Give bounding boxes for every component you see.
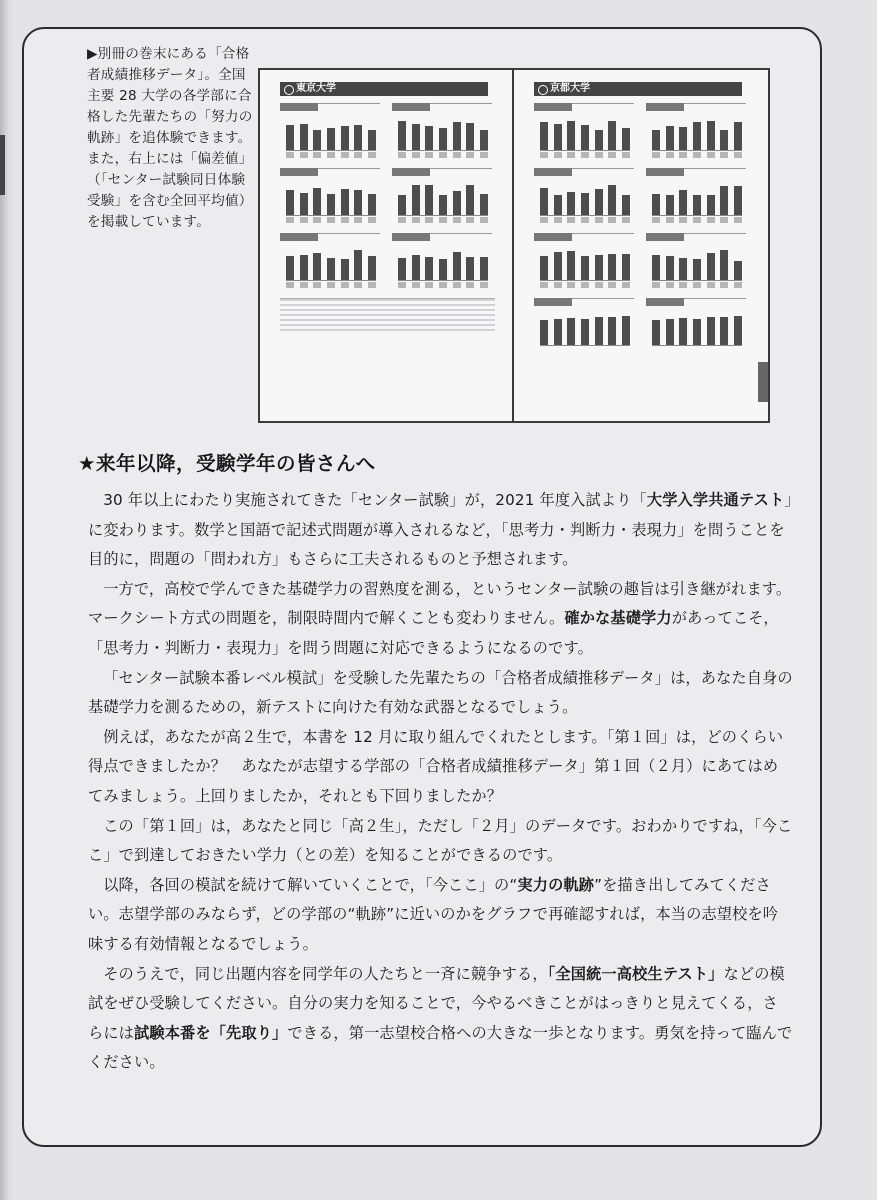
chart-tick	[693, 282, 701, 288]
chart-bar	[652, 320, 660, 345]
chart-tick	[466, 152, 474, 158]
text-run: などの模試をぜひ受験してください。自分の実力を知ることで，今やるべきことがはっきりと見えてくる，さらには	[88, 964, 785, 1042]
chart-tick	[286, 152, 294, 158]
chart-tick	[480, 282, 488, 288]
chart-bar	[425, 126, 433, 150]
chart-bar	[720, 186, 728, 215]
chart-bar	[652, 255, 660, 280]
chart-tick	[368, 152, 376, 158]
chart-bar	[425, 257, 433, 280]
chart-bar	[595, 130, 603, 150]
chart-bar	[652, 130, 660, 150]
chart-tick	[412, 152, 420, 158]
text-run: この「第１回」は，あなたと同じ「高２生」，ただし「２月」のデータです。おわかりですね，「今ここ」で到達しておきたい学力（との差）を知ることができるのです。	[88, 816, 793, 865]
chart-bar	[734, 261, 742, 280]
data-spread-image	[258, 68, 770, 423]
chart-tick	[608, 282, 616, 288]
chart-bars	[540, 183, 630, 216]
chart-tick	[354, 152, 362, 158]
chart-bar	[327, 128, 335, 150]
chart-tick	[466, 282, 474, 288]
chart-tick	[286, 282, 294, 288]
figure-caption: ▶別冊の巻末にある「合格者成績推移データ」。全国主要 28 大学の各学部に合格した先輩たちの「努力の軌跡」を追体験できます。また，右上には「偏差値」（「センター試験同日体験受験」を含む全回平均値）を掲載しています。	[87, 46, 253, 230]
chart-tab	[392, 233, 430, 241]
section-heading: ★来年以降，受験学年の皆さんへ	[78, 452, 376, 475]
chart-tick	[652, 152, 660, 158]
chart-tick	[666, 152, 674, 158]
chart-tick	[398, 152, 406, 158]
university-header-left: 東京大学	[280, 82, 488, 96]
chart-bar	[453, 252, 461, 280]
chart-bar	[622, 254, 630, 280]
chart-tick	[567, 282, 575, 288]
chart-tick	[425, 152, 433, 158]
chart-tick	[581, 282, 589, 288]
chart-tick	[540, 217, 548, 223]
chart-tab	[646, 103, 684, 111]
chart-tick	[453, 217, 461, 223]
chart-bar	[581, 319, 589, 345]
chart-bar	[734, 122, 742, 150]
chart-axis	[540, 152, 630, 160]
text-run: 以降，各回の模試を続けて解いていくことで，「今ここ」の“	[103, 875, 518, 894]
chart-bar	[693, 319, 701, 345]
chart-tick	[679, 217, 687, 223]
chart-tick	[720, 282, 728, 288]
chart-tab	[646, 233, 684, 241]
chart-bar	[581, 193, 589, 215]
chart-tick	[439, 152, 447, 158]
mini-bar-chart	[392, 103, 492, 161]
paragraph	[88, 871, 793, 960]
chart-tick	[581, 152, 589, 158]
chart-tick	[707, 217, 715, 223]
paragraph	[88, 960, 793, 1078]
chart-tick	[652, 282, 660, 288]
chart-bar	[412, 185, 420, 215]
chart-bars	[286, 183, 376, 216]
chart-bar	[540, 256, 548, 280]
chart-axis	[540, 282, 630, 290]
text-run: 一方で，高校で学んできた基礎学力の習熟度を測る，というセンター試験の趣旨は引き継がれます。マークシート方式の問題を，制限時間内で解くことも変わりません。	[88, 579, 792, 628]
chart-tick	[679, 282, 687, 288]
chart-bar	[734, 186, 742, 215]
chart-bars	[540, 248, 630, 281]
mini-bar-chart	[646, 103, 746, 161]
chart-bar	[608, 254, 616, 280]
chart-tab	[534, 298, 572, 306]
chart-tick	[622, 152, 630, 158]
mini-bar-chart	[392, 168, 492, 226]
chart-tab	[280, 103, 318, 111]
chart-bar	[341, 126, 349, 150]
chart-tick	[693, 152, 701, 158]
chart-bar	[313, 130, 321, 150]
paragraph	[88, 812, 793, 871]
chart-tick	[354, 217, 362, 223]
chart-bars	[540, 118, 630, 151]
mini-bar-chart	[392, 233, 492, 291]
chart-tick	[412, 217, 420, 223]
chart-bar	[581, 125, 589, 150]
chart-tick	[412, 282, 420, 288]
chart-bar	[608, 317, 616, 345]
chart-bar	[341, 259, 349, 280]
chart-bar	[622, 195, 630, 215]
spread-left-page	[260, 70, 514, 421]
chart-tick	[734, 282, 742, 288]
chart-bar	[720, 317, 728, 345]
chart-bar	[622, 316, 630, 345]
chart-tick	[300, 282, 308, 288]
index-side-tab	[758, 362, 768, 402]
chart-tick	[581, 217, 589, 223]
chart-bar	[466, 257, 474, 280]
chart-bar	[439, 195, 447, 215]
chart-bar	[608, 121, 616, 150]
chart-bar	[286, 190, 294, 215]
chart-bar	[540, 320, 548, 345]
chart-bar	[480, 257, 488, 280]
chart-bar	[707, 253, 715, 280]
bold-phrase: 大学入学共通テスト	[646, 491, 785, 509]
chart-axis	[652, 217, 742, 225]
chart-bar	[554, 252, 562, 280]
chart-tick	[720, 217, 728, 223]
chart-tick	[554, 152, 562, 158]
mini-bar-chart	[534, 168, 634, 226]
chart-tick	[480, 152, 488, 158]
text-run: 」に変わります。数学と国語で記述式問題が導入されるなど，「思考力・判断力・表現力」を問うことを目的に，問題の「問われ方」もさらに工夫されるものと予想されます。	[88, 491, 793, 569]
chart-axis	[286, 152, 376, 160]
chart-tick	[286, 217, 294, 223]
chart-axis	[398, 217, 488, 225]
chart-bars	[652, 313, 742, 346]
chart-tick	[652, 217, 660, 223]
chart-bar	[313, 188, 321, 215]
chart-bar	[286, 125, 294, 150]
chart-bar	[595, 189, 603, 215]
mini-bar-chart	[280, 103, 380, 161]
chart-bar	[679, 127, 687, 150]
chart-bars	[398, 118, 488, 151]
chart-bar	[707, 317, 715, 345]
chart-tick	[595, 152, 603, 158]
body-text	[88, 486, 793, 1078]
mini-bar-chart	[646, 233, 746, 291]
chart-tick	[707, 282, 715, 288]
chart-bar	[734, 316, 742, 345]
chart-bar	[666, 195, 674, 215]
chart-bar	[368, 256, 376, 280]
mini-bar-chart	[646, 298, 746, 356]
chart-bar	[540, 188, 548, 215]
text-run: 30 年以上にわたり実施されてきた「センター試験」が，2021 年度入試より「	[103, 491, 647, 509]
chart-tick	[327, 282, 335, 288]
chart-tick	[679, 152, 687, 158]
binding-mark	[0, 135, 5, 195]
chart-bar	[354, 250, 362, 280]
chart-bar	[567, 251, 575, 280]
chart-tick	[666, 282, 674, 288]
chart-bar	[480, 130, 488, 150]
chart-tick	[439, 217, 447, 223]
chart-tick	[313, 282, 321, 288]
chart-bar	[354, 190, 362, 215]
mini-bar-chart	[280, 168, 380, 226]
chart-bar	[425, 185, 433, 215]
chart-tick	[327, 217, 335, 223]
chart-bar	[595, 255, 603, 280]
chart-bar	[581, 256, 589, 280]
chart-tick	[480, 217, 488, 223]
chart-tick	[595, 217, 603, 223]
chart-bar	[327, 194, 335, 215]
chart-tick	[300, 217, 308, 223]
chart-tick	[341, 217, 349, 223]
chart-bar	[368, 130, 376, 150]
chart-bar	[327, 258, 335, 280]
chart-tick	[341, 282, 349, 288]
chart-tick	[554, 217, 562, 223]
spread-right-page	[514, 70, 768, 421]
chart-bars	[398, 183, 488, 216]
chart-bar	[480, 194, 488, 215]
chart-axis	[286, 217, 376, 225]
chart-tick	[608, 217, 616, 223]
chart-bar	[652, 194, 660, 215]
chart-bars	[652, 118, 742, 151]
chart-bar	[693, 259, 701, 280]
chart-bar	[679, 190, 687, 215]
chart-tick	[354, 282, 362, 288]
chart-bar	[412, 255, 420, 280]
chart-bar	[554, 319, 562, 345]
paragraph	[88, 575, 793, 664]
chart-axis	[652, 282, 742, 290]
chart-bar	[453, 122, 461, 150]
chart-tick	[554, 282, 562, 288]
chart-tick	[398, 217, 406, 223]
chart-tick	[398, 282, 406, 288]
chart-bar	[354, 125, 362, 150]
chart-bar	[622, 128, 630, 150]
text-run: そのうえで，同じ出題内容を同学年の人たちと一斉に競争する，	[103, 964, 548, 983]
paragraph	[88, 723, 793, 812]
chart-tick	[622, 282, 630, 288]
chart-tick	[540, 282, 548, 288]
chart-bar	[439, 259, 447, 280]
chart-bar	[466, 185, 474, 215]
chart-tick	[439, 282, 447, 288]
chart-bar	[412, 124, 420, 150]
chart-bar	[567, 318, 575, 345]
chart-tab	[280, 168, 318, 176]
chart-bars	[652, 183, 742, 216]
chart-bar	[595, 317, 603, 345]
chart-tick	[425, 282, 433, 288]
chart-bar	[368, 194, 376, 215]
chart-bar	[398, 258, 406, 280]
chart-tick	[466, 217, 474, 223]
bold-phrase: 実力の軌跡	[517, 875, 595, 894]
chart-bar	[300, 193, 308, 215]
chart-bars	[286, 248, 376, 281]
chart-axis	[540, 217, 630, 225]
chart-tab	[392, 168, 430, 176]
chart-bar	[720, 130, 728, 150]
chart-bar	[693, 195, 701, 215]
chart-bar	[554, 195, 562, 215]
chart-tick	[540, 152, 548, 158]
chart-axis	[286, 282, 376, 290]
chart-bar	[341, 189, 349, 215]
chart-tick	[720, 152, 728, 158]
chart-tick	[707, 152, 715, 158]
bold-phrase: 「全国統一高校生テスト」	[547, 964, 724, 983]
mini-bar-chart	[534, 298, 634, 356]
chart-bar	[608, 185, 616, 215]
text-run: できる，第一志望校合格への大きな一歩となります。勇気を持って臨んでください。	[88, 1023, 793, 1072]
chart-axis	[398, 152, 488, 160]
chart-bar	[679, 258, 687, 280]
chart-tab	[534, 168, 572, 176]
chart-tick	[327, 152, 335, 158]
chart-bars	[540, 313, 630, 346]
chart-tick	[313, 152, 321, 158]
chart-bar	[554, 124, 562, 150]
chart-tab	[534, 103, 572, 111]
chart-bar	[466, 123, 474, 150]
chart-bar	[439, 128, 447, 150]
chart-tick	[622, 217, 630, 223]
chart-tick	[693, 217, 701, 223]
text-run: があってこそ，「思考力・判断力・表現力」を問う問題に対応できるようになるのです。	[88, 609, 779, 657]
chart-tick	[567, 217, 575, 223]
mini-bar-chart	[646, 168, 746, 226]
chart-bar	[720, 250, 728, 280]
chart-tick	[734, 152, 742, 158]
mini-bar-chart	[534, 103, 634, 161]
paragraph	[88, 664, 793, 723]
mini-bar-chart	[280, 233, 380, 291]
chart-bar	[666, 126, 674, 150]
chart-tick	[453, 152, 461, 158]
mini-bar-chart	[534, 233, 634, 291]
chart-bars	[652, 248, 742, 281]
chart-bar	[707, 121, 715, 150]
notes-block	[280, 298, 495, 332]
chart-bars	[286, 118, 376, 151]
university-header-right: 京都大学	[534, 82, 742, 96]
text-run: 「センター試験本番レベル模試」を受験した先輩たちの「合格者成績推移データ」は，あなた自身の基礎学力を測るための，新テストに向けた有効な武器となるでしょう。	[88, 668, 793, 717]
chart-tick	[595, 282, 603, 288]
chart-bar	[398, 195, 406, 215]
chart-tick	[300, 152, 308, 158]
chart-bar	[300, 124, 308, 150]
text-run: 例えば，あなたが高２生で，本書を 12 月に取り組んでくれたとします。「第１回」は，どのくらい得点できましたか？ あなたが志望する学部の「合格者成績推移データ」第１回（２月）にあてはめてみましょう。上回りましたか，それとも下回りましたか？	[88, 727, 784, 805]
chart-bar	[666, 319, 674, 345]
chart-tick	[453, 282, 461, 288]
chart-tick	[734, 217, 742, 223]
chart-tick	[368, 217, 376, 223]
chart-tab	[534, 233, 572, 241]
chart-tick	[608, 152, 616, 158]
chart-bar	[300, 255, 308, 280]
chart-axis	[652, 152, 742, 160]
chart-tick	[313, 217, 321, 223]
chart-axis	[398, 282, 488, 290]
chart-bar	[540, 122, 548, 150]
chart-tick	[425, 217, 433, 223]
paragraph	[88, 486, 793, 575]
text-run: ”を描き出してみてください。志望学部のみならず，どの学部の“軌跡”に近いのかをグラフで再確認すれば，本当の志望校を吟味する有効情報となるでしょう。	[88, 875, 779, 953]
chart-bar	[693, 122, 701, 150]
bold-phrase: 試験本番を「先取り」	[134, 1023, 288, 1042]
chart-tab	[646, 168, 684, 176]
chart-bar	[313, 253, 321, 280]
chart-bar	[567, 192, 575, 215]
chart-tick	[368, 282, 376, 288]
chart-tab	[392, 103, 430, 111]
bold-phrase: 確かな基礎学力	[564, 609, 672, 628]
chart-bar	[398, 121, 406, 150]
chart-bar	[567, 121, 575, 150]
chart-tick	[666, 217, 674, 223]
chart-tab	[646, 298, 684, 306]
chart-bar	[666, 256, 674, 280]
chart-tab	[280, 233, 318, 241]
chart-bar	[286, 256, 294, 280]
chart-bar	[707, 195, 715, 215]
chart-tick	[341, 152, 349, 158]
chart-bar	[679, 318, 687, 345]
chart-bars	[398, 248, 488, 281]
chart-tick	[567, 152, 575, 158]
chart-bar	[453, 191, 461, 215]
